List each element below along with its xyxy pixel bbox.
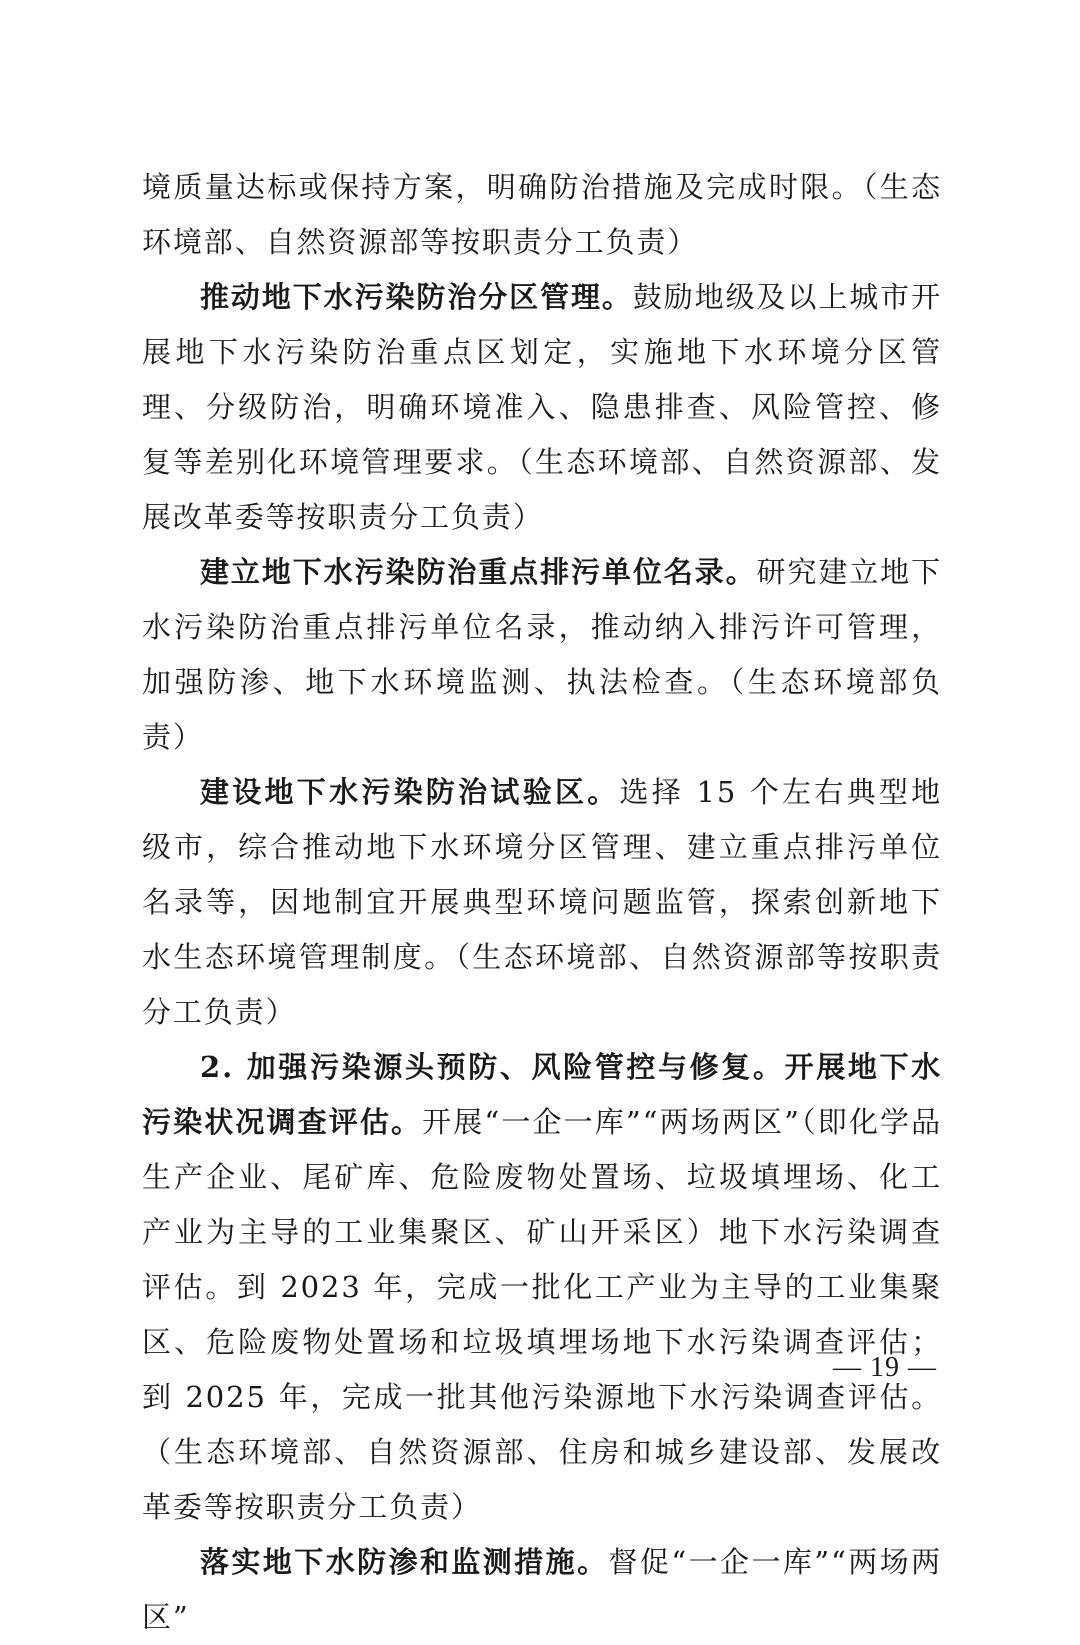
- paragraph-6-lead: 落实地下水防渗和监测措施。: [200, 1545, 609, 1579]
- paragraph-1: [142, 160, 942, 270]
- paragraph-5-lead: 2. 加强污染源头预防、风险管控与修复。开展地下水污染状况调查评估。: [142, 1050, 942, 1139]
- paragraph-5: [142, 1040, 942, 1535]
- paragraph-2: [142, 270, 942, 545]
- paragraph-4-lead: 建设地下水污染防治试验区。: [200, 775, 620, 809]
- paragraph-4: [142, 765, 942, 1040]
- paragraph-2-text: 鼓励地级及以上城市开展地下水污染防治重点区划定，实施地下水环境分区管理、分级防治，明确环境准入、隐患排查、风险管控、修复等差别化环境管理要求。（生态环境部、自然资源部、发展改革委等按职责分工负责）: [142, 280, 942, 534]
- paragraph-4-text: 选择 15 个左右典型地级市，综合推动地下水环境分区管理、建立重点排污单位名录等，因地制宜开展典型环境问题监管，探索创新地下水生态环境管理制度。（生态环境部、自然资源部等按职责分工负责）: [142, 775, 943, 1029]
- page-number: — 19 —: [833, 1352, 937, 1383]
- paragraph-5-text: 开展“一企一库”“两场两区”（即化学品生产企业、尾矿库、危险废物处置场、垃圾填埋场、化工产业为主导的工业集聚区、矿山开采区）地下水污染调查评估。到 2023 年，完成一批化工产业为主导的工业集聚区、危险废物处置场和垃圾填埋场地下水污染调查评估；到 2025 年，完成一批其他污染源地下水污染调查评估。（生态环境部、自然资源部、住房和城乡建设部、发展改革委等按职责分工负责）: [142, 1105, 942, 1524]
- paragraph-1-text: 境质量达标或保持方案，明确防治措施及完成时限。（生态环境部、自然资源部等按职责分工负责）: [142, 170, 942, 259]
- paragraph-3-text: 研究建立地下水污染防治重点排污单位名录，推动纳入排污许可管理，加强防渗、地下水环境监测、执法检查。（生态环境部负责）: [142, 555, 943, 754]
- paragraph-6-text: 督促“一企一库”“两场两区”: [142, 1545, 943, 1634]
- paragraph-2-lead: 推动地下水污染防治分区管理。: [200, 280, 633, 314]
- document-body: [142, 160, 942, 1645]
- paragraph-3: [142, 545, 942, 765]
- paragraph-3-lead: 建立地下水污染防治重点排污单位名录。: [200, 555, 757, 589]
- paragraph-6: [142, 1535, 942, 1645]
